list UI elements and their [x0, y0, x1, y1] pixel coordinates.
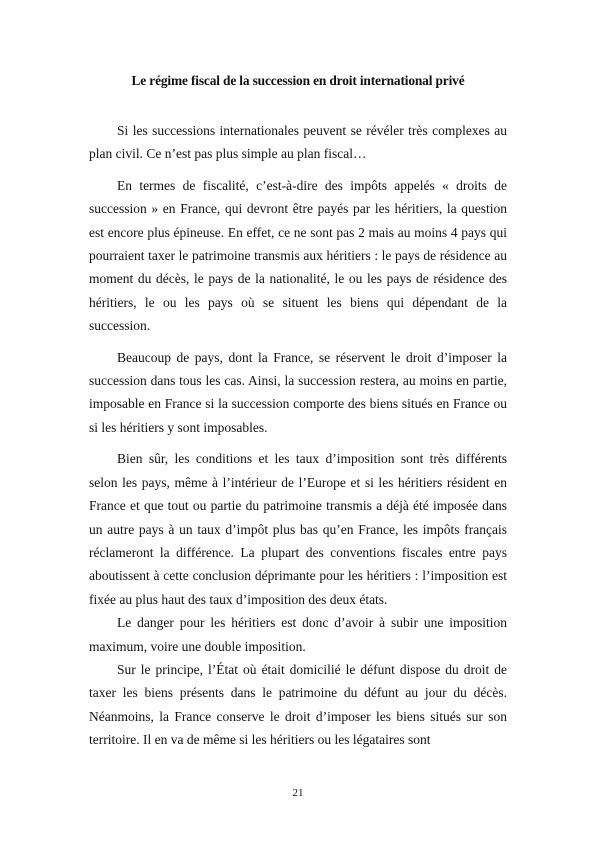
document-title: Le régime fiscal de la succession en droit international privé	[131, 73, 465, 88]
paragraph-principle: Sur le principe, l’État où était domicilié le défunt dispose du droit de taxer les biens présents dans le patrimoine du défunt au jour du décès. Néanmoins, la France conserve le droit d’imposer les biens situés sur son territoire. Il en va de même si les héritiers ou les légataires sont	[89, 661, 507, 748]
document-body	[89, 119, 507, 752]
paragraph-france-rights: Beaucoup de pays, dont la France, se réservent le droit d’imposer la succession dans tous les cas. Ainsi, la succession restera, au moins en partie, imposable en France si la succession comporte des biens situés en France ou si les héritiers y sont imposables.	[89, 349, 507, 435]
paragraph-danger: Le danger pour les héritiers est donc d’avoir à subir une imposition maximum, voire une double imposition.	[89, 615, 507, 654]
paragraph-intro: Si les successions internationales peuvent se révéler très complexes au plan civil. Ce n’est pas plus simple au plan fiscal…	[89, 123, 507, 162]
paragraph-rates: Bien sûr, les conditions et les taux d’imposition sont très différents selon les pays, même à l’intérieur de l’Europe et si les héritiers résident en France et que tout ou partie du patrimoine transmis a déjà été imposée dans un autre pays à un taux d’impôt plus bas qu’en France, les impôts français réclameront la différence. La plupart des conventions fiscales entre pays aboutissent à cette conclusion déprimante pour les héritiers : l’imposition est fixée au plus haut des taux d’imposition des deux états.	[89, 451, 507, 607]
page-number: 21	[292, 787, 304, 799]
paragraph-taxation: En termes de fiscalité, c’est-à-dire des impôts appelés « droits de succession » en France, qui devront être payés par les héritiers, la question est encore plus épineuse. En effet, ce ne sont pas 2 mais au moins 4 pays qui pourraient taxer le patrimoine transmis aux héritiers : le pays de résidence au moment du décès, le pays de la nationalité, le ou les pays de résidence des héritiers, le ou les pays où se situent les biens qui dépendant de la succession.	[89, 177, 507, 334]
